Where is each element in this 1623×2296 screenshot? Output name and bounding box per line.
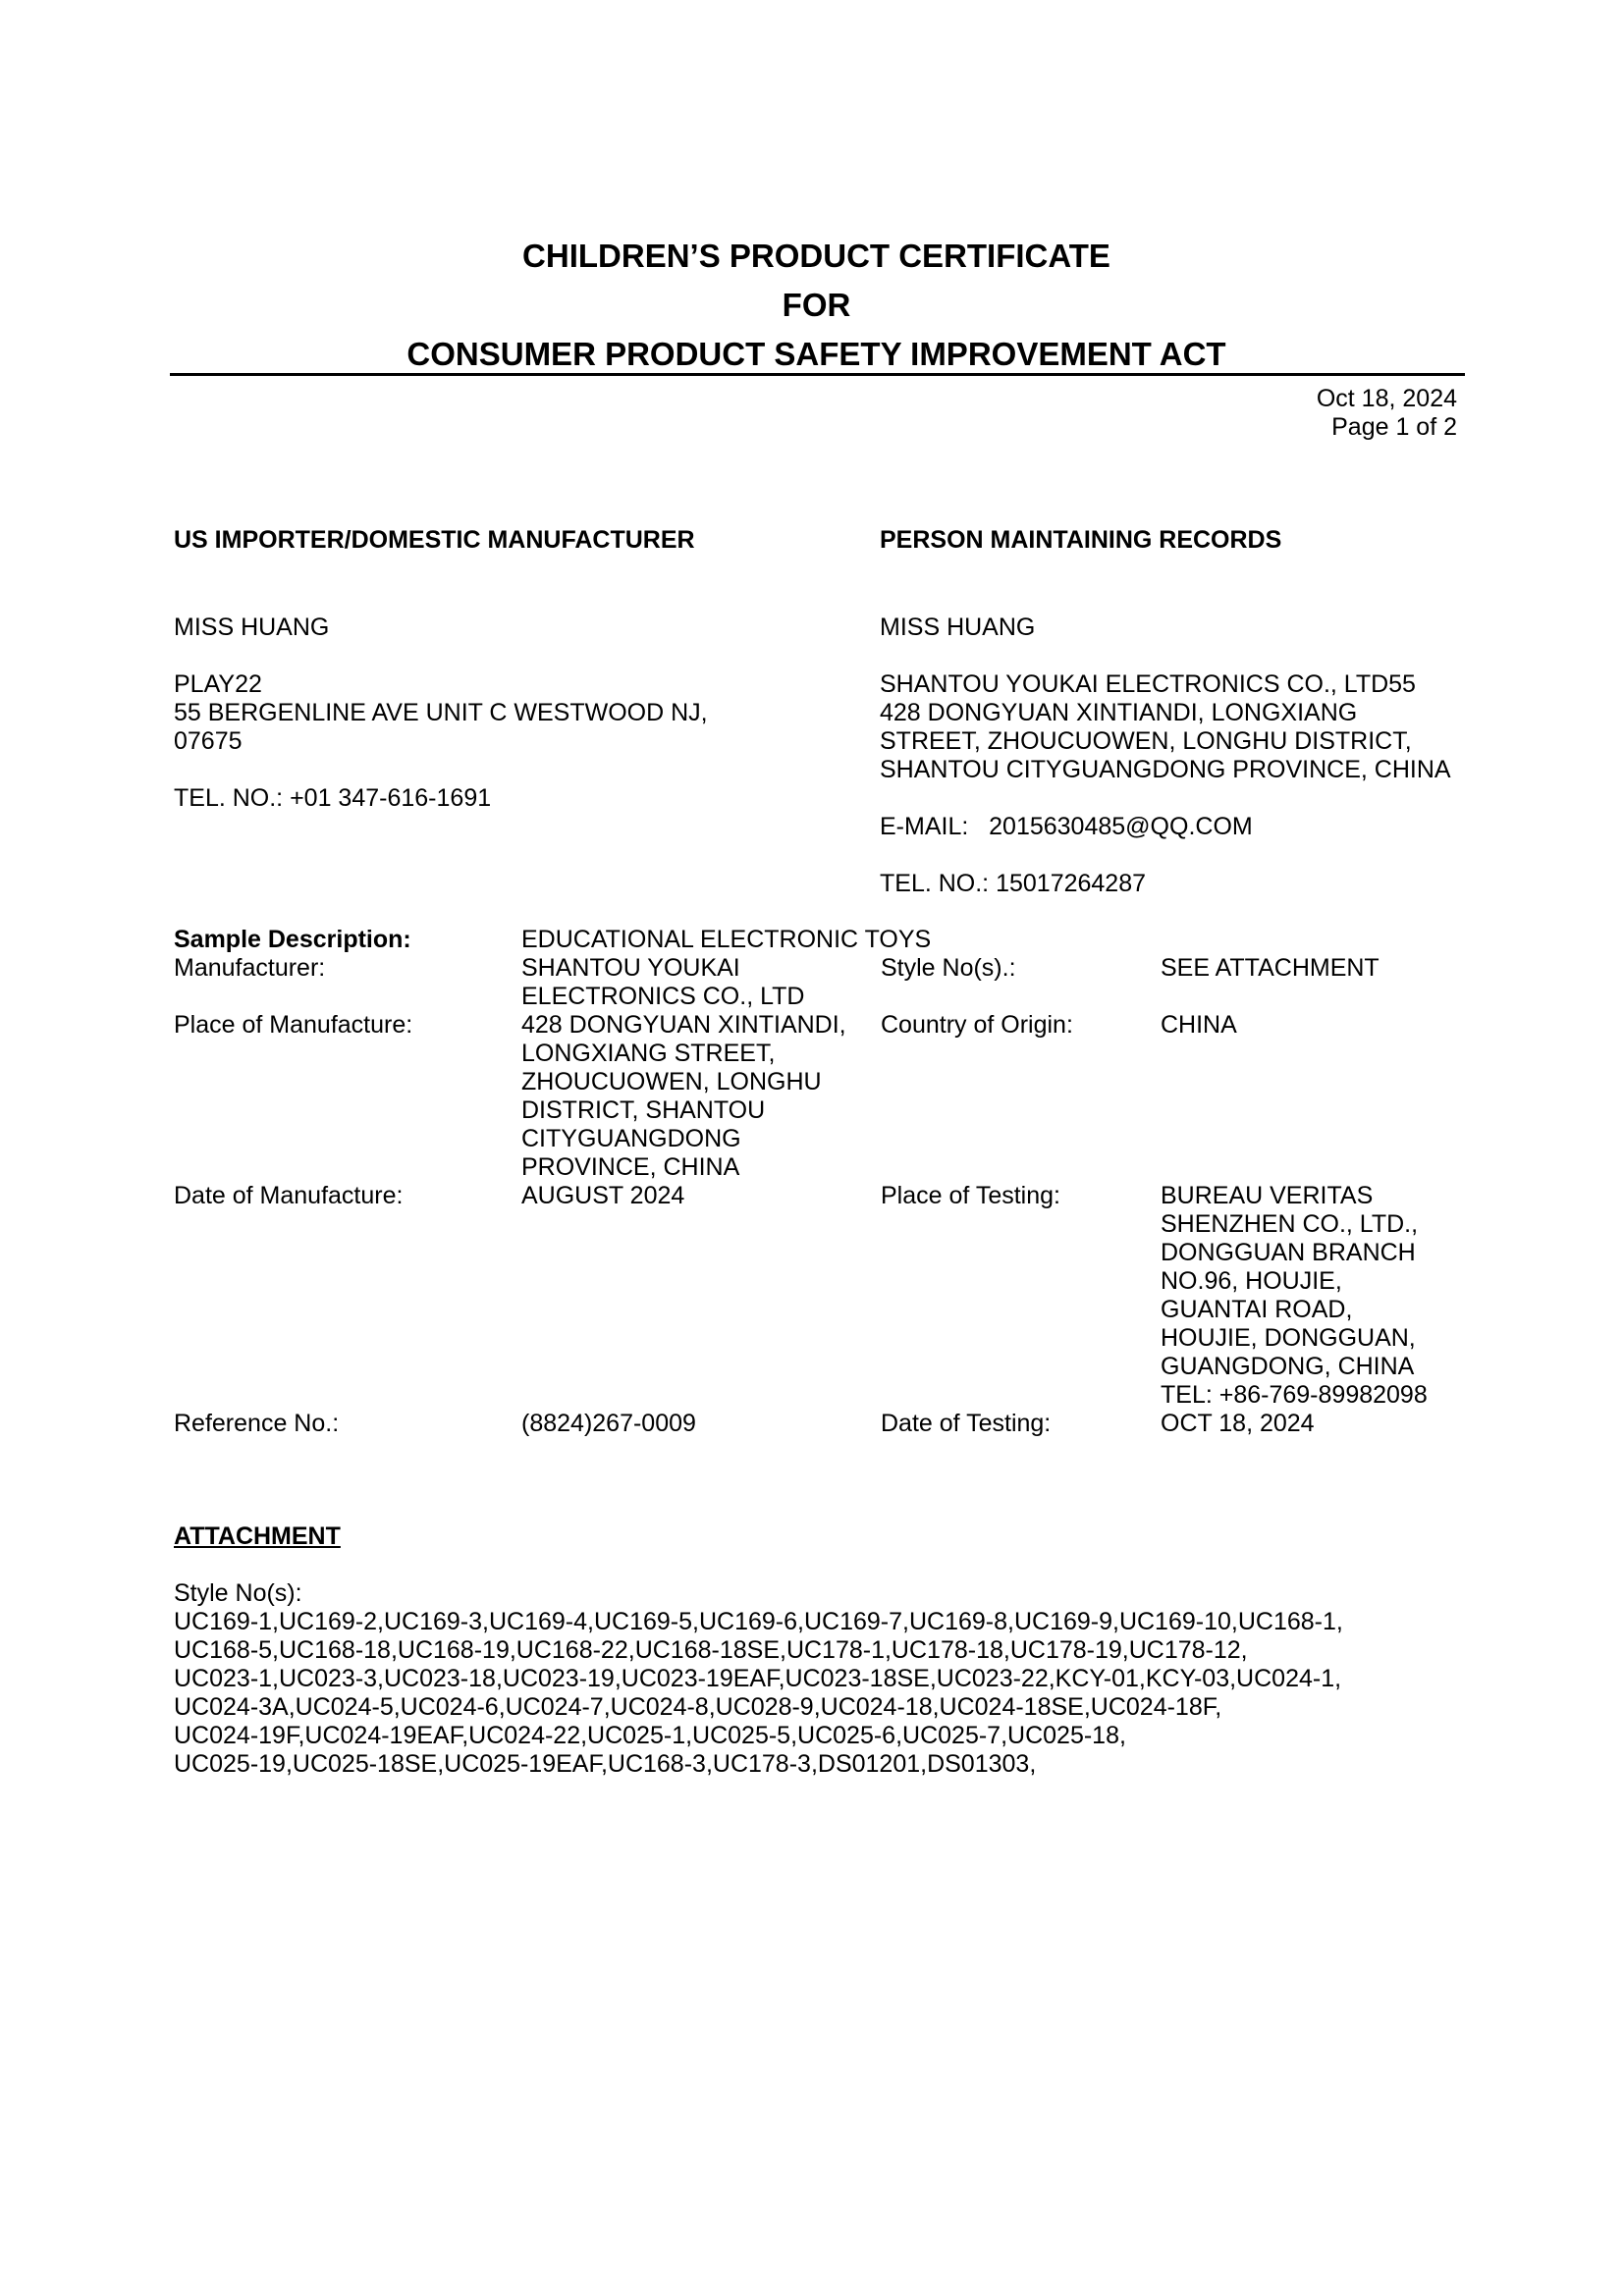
reference-no-label: Reference No.: (174, 1410, 340, 1437)
attachment-heading: ATTACHMENT (174, 1522, 341, 1550)
country-of-origin-label: Country of Origin: (881, 1011, 1073, 1039)
importer-heading: US IMPORTER/DOMESTIC MANUFACTURER (174, 526, 695, 554)
date-of-manufacture-label: Date of Manufacture: (174, 1182, 404, 1209)
style-label: Style No(s).: (881, 954, 1016, 982)
style-value: SEE ATTACHMENT (1161, 954, 1380, 982)
title-divider (170, 373, 1465, 376)
place-of-manufacture-label: Place of Manufacture: (174, 1011, 413, 1039)
importer-name: MISS HUANG (174, 614, 330, 641)
country-of-origin-value: CHINA (1161, 1011, 1237, 1039)
records-address: SHANTOU YOUKAI ELECTRONICS CO., LTD55 428 DONGYUAN XINTIANDI, LONGXIANG STREET, ZHOUCUOWEN, LONGHU DISTRICT, SHANTOU CITYGUANGDONG PROVINCE, CHINA (880, 670, 1451, 783)
certificate-title: CHILDREN’S PRODUCT CERTIFICATE (522, 238, 1110, 274)
manufacturer-value: SHANTOU YOUKAI ELECTRONICS CO., LTD (521, 954, 805, 1010)
place-of-manufacture-value: 428 DONGYUAN XINTIANDI, LONGXIANG STREET, ZHOUCUOWEN, LONGHU DISTRICT, SHANTOU CITYGUANGDONG PROVINCE, CHINA (521, 1011, 846, 1181)
place-of-testing-label: Place of Testing: (881, 1182, 1060, 1209)
importer-tel: TEL. NO.: +01 347-616-1691 (174, 784, 492, 812)
importer-address: PLAY22 55 BERGENLINE AVE UNIT C WESTWOOD NJ, 07675 (174, 670, 708, 755)
page-number: Page 1 of 2 (1331, 413, 1457, 441)
records-heading: PERSON MAINTAINING RECORDS (880, 526, 1282, 554)
date-of-testing-label: Date of Testing: (881, 1410, 1052, 1437)
records-email: E-MAIL: 2015630485@QQ.COM (880, 813, 1253, 840)
certificate-title-for: FOR (782, 287, 851, 323)
date-of-testing-value: OCT 18, 2024 (1161, 1410, 1315, 1437)
place-of-testing-value: BUREAU VERITAS SHENZHEN CO., LTD., DONGGUAN BRANCH NO.96, HOUJIE, GUANTAI ROAD, HOUJIE, DONGGUAN, GUANGDONG, CHINA TEL: +86-769-89982098 (1161, 1182, 1428, 1409)
sample-description-value: EDUCATIONAL ELECTRONIC TOYS (521, 926, 932, 953)
records-name: MISS HUANG (880, 614, 1036, 641)
certificate-date: Oct 18, 2024 (1316, 385, 1457, 412)
records-tel: TEL. NO.: 15017264287 (880, 870, 1147, 897)
reference-no-value: (8824)267-0009 (521, 1410, 696, 1437)
attachment-style-list: UC169-1,UC169-2,UC169-3,UC169-4,UC169-5,UC169-6,UC169-7,UC169-8,UC169-9,UC169-10,UC168-1, UC168-5,UC168-18,UC168-19,UC168-22,UC168-18SE,UC178-1,UC178-18,UC178-19,UC178-12, UC023-1,UC023-3,UC023-18,UC023-19,UC023-19EAF,UC023-18SE,UC023-22,KCY-01,KCY-03,UC024-1, UC024-3A,UC024-5,UC024-6,UC024-7,UC024-8,UC028-9,UC024-18,UC024-18SE,UC024-18F, UC024-19F,UC024-19EAF,UC024-22,UC025-1,UC025-5,UC025-6,UC025-7,UC025-18, UC025-19,UC025-18SE,UC025-19EAF,UC168-3,UC178-3,DS01201,DS01303, (174, 1608, 1343, 1778)
date-of-manufacture-value: AUGUST 2024 (521, 1182, 685, 1209)
sample-description-label: Sample Description: (174, 926, 411, 953)
manufacturer-label: Manufacturer: (174, 954, 326, 982)
certificate-act-title: CONSUMER PRODUCT SAFETY IMPROVEMENT ACT (406, 336, 1226, 372)
attachment-style-label: Style No(s): (174, 1579, 302, 1607)
